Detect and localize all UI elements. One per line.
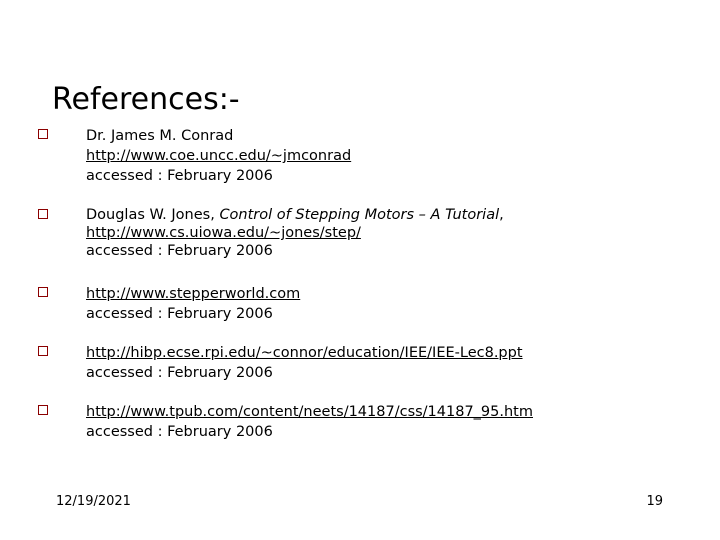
- page-number: 19: [646, 494, 663, 509]
- reference-link[interactable]: http://www.coe.uncc.edu/~jmconrad: [86, 148, 352, 164]
- reference-title: Control of Stepping Motors – A Tutorial: [219, 207, 500, 223]
- reference-link[interactable]: http://www.cs.uiowa.edu/~jones/step/: [86, 225, 361, 241]
- reference-accessed: accessed : February 2006: [86, 424, 273, 440]
- reference-title-suffix: ,: [499, 207, 504, 223]
- reference-author: Dr. James M. Conrad: [86, 128, 234, 144]
- reference-accessed: accessed : February 2006: [86, 365, 273, 381]
- reference-accessed: accessed : February 2006: [86, 243, 273, 259]
- reference-accessed: accessed : February 2006: [86, 306, 273, 322]
- reference-link[interactable]: http://www.tpub.com/content/neets/14187/css/14187_95.htm: [86, 404, 533, 420]
- square-bullet-icon: [38, 405, 48, 415]
- square-bullet-icon: [38, 129, 48, 139]
- reference-accessed: accessed : February 2006: [86, 168, 273, 184]
- footer-date: 12/19/2021: [56, 494, 131, 509]
- reference-link[interactable]: http://www.stepperworld.com: [86, 286, 301, 302]
- slide-title: References:-: [52, 82, 240, 117]
- square-bullet-icon: [38, 209, 48, 219]
- square-bullet-icon: [38, 346, 48, 356]
- square-bullet-icon: [38, 287, 48, 297]
- reference-link[interactable]: http://hibp.ecse.rpi.edu/~connor/education/IEE/IEE-Lec8.ppt: [86, 345, 523, 361]
- reference-author: Douglas W. Jones,: [86, 207, 220, 223]
